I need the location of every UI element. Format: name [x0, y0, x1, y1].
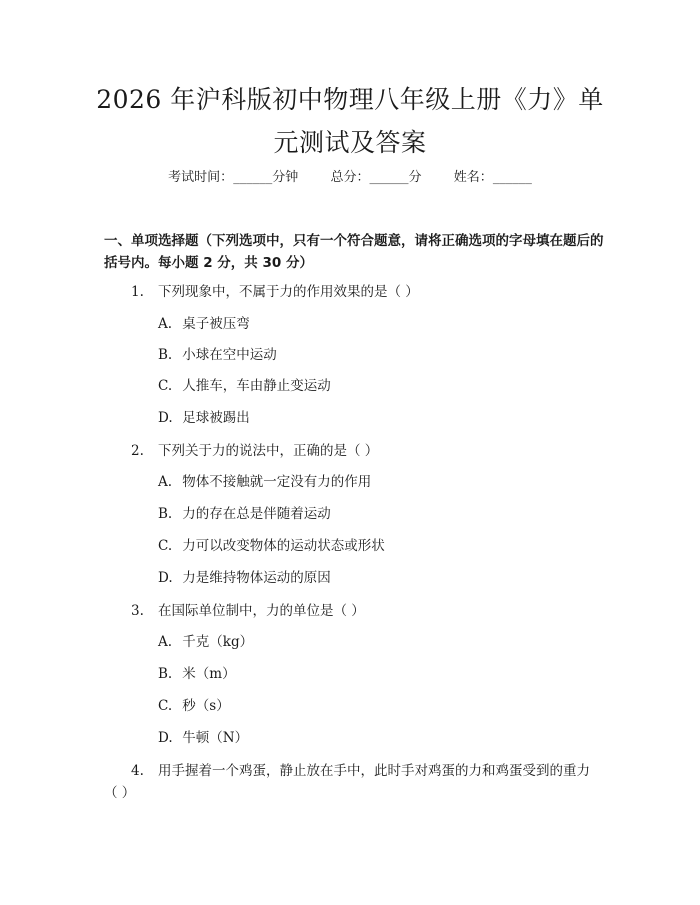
option-3d [158, 728, 598, 748]
option-letter: D. [158, 730, 173, 746]
option-letter: A. [158, 634, 173, 650]
title-line-1: 2026 年沪科版初中物理八年级上册《力》单 [96, 85, 604, 114]
option-text: 米（m） [182, 666, 236, 682]
question-text: 在国际单位制中，力的单位是（ ） [158, 603, 365, 619]
option-1d [158, 408, 598, 428]
question-4-continuation [104, 782, 604, 804]
option-1a [158, 314, 598, 334]
time-blank: ______ [233, 170, 273, 185]
question-1 [104, 281, 604, 303]
option-text: 千克（kg） [182, 634, 254, 650]
question-number: 4. [131, 763, 144, 779]
time-unit: 分钟 [272, 170, 299, 185]
option-letter: B. [158, 347, 173, 363]
option-text: 人推车，车由静止变运动 [182, 378, 331, 394]
option-2b [158, 504, 598, 524]
question-number: 3. [131, 603, 144, 619]
option-text: 物体不接触就一定没有力的作用 [182, 474, 372, 490]
option-3b [158, 664, 598, 684]
option-2c [158, 536, 598, 556]
question-number: 2. [131, 443, 144, 459]
option-letter: C. [158, 698, 173, 714]
name-blank: ______ [492, 170, 532, 185]
option-3a [158, 632, 598, 652]
question-text: 下列现象中，不属于力的作用效果的是（ ） [158, 284, 419, 300]
option-3c [158, 696, 598, 716]
option-letter: C. [158, 538, 173, 554]
option-letter: D. [158, 410, 173, 426]
title-line-2: 元测试及答案 [273, 128, 427, 157]
option-1c [158, 376, 598, 396]
score-blank: ______ [369, 170, 409, 185]
score-label: 总分： [330, 170, 370, 185]
option-letter: C. [158, 378, 173, 394]
name-label: 姓名： [453, 170, 493, 185]
question-2 [104, 440, 604, 462]
option-letter: B. [158, 666, 173, 682]
answer-parentheses: （ ） [104, 785, 136, 801]
option-letter: B. [158, 506, 173, 522]
question-number: 1. [131, 284, 144, 300]
option-2a [158, 472, 598, 492]
document-title [70, 78, 630, 164]
option-letter: D. [158, 570, 173, 586]
option-2d [158, 568, 598, 588]
option-text: 秒（s） [182, 698, 230, 714]
question-3 [104, 600, 604, 622]
time-label: 考试时间： [168, 170, 234, 185]
option-text: 足球被踢出 [182, 410, 250, 426]
option-text: 力可以改变物体的运动状态或形状 [182, 538, 385, 554]
score-unit: 分 [408, 170, 422, 185]
question-text: 下列关于力的说法中，正确的是（ ） [158, 443, 379, 459]
exam-meta [0, 168, 700, 188]
option-text: 牛顿（N） [182, 730, 249, 746]
option-text: 力的存在总是伴随着运动 [182, 506, 331, 522]
section-heading: 一、单项选择题（下列选项中，只有一个符合题意，请将正确选项的字母填在题后的括号内。每小题 2 分，共 30 分） [104, 233, 604, 271]
option-letter: A. [158, 474, 173, 490]
question-4 [104, 760, 604, 782]
question-text: 用手握着一个鸡蛋，静止放在手中，此时手对鸡蛋的力和鸡蛋受到的重力 [158, 763, 590, 779]
option-text: 力是维持物体运动的原因 [182, 570, 331, 586]
option-letter: A. [158, 316, 173, 332]
option-text: 桌子被压弯 [182, 316, 250, 332]
option-text: 小球在空中运动 [182, 347, 277, 363]
option-1b [158, 345, 598, 365]
